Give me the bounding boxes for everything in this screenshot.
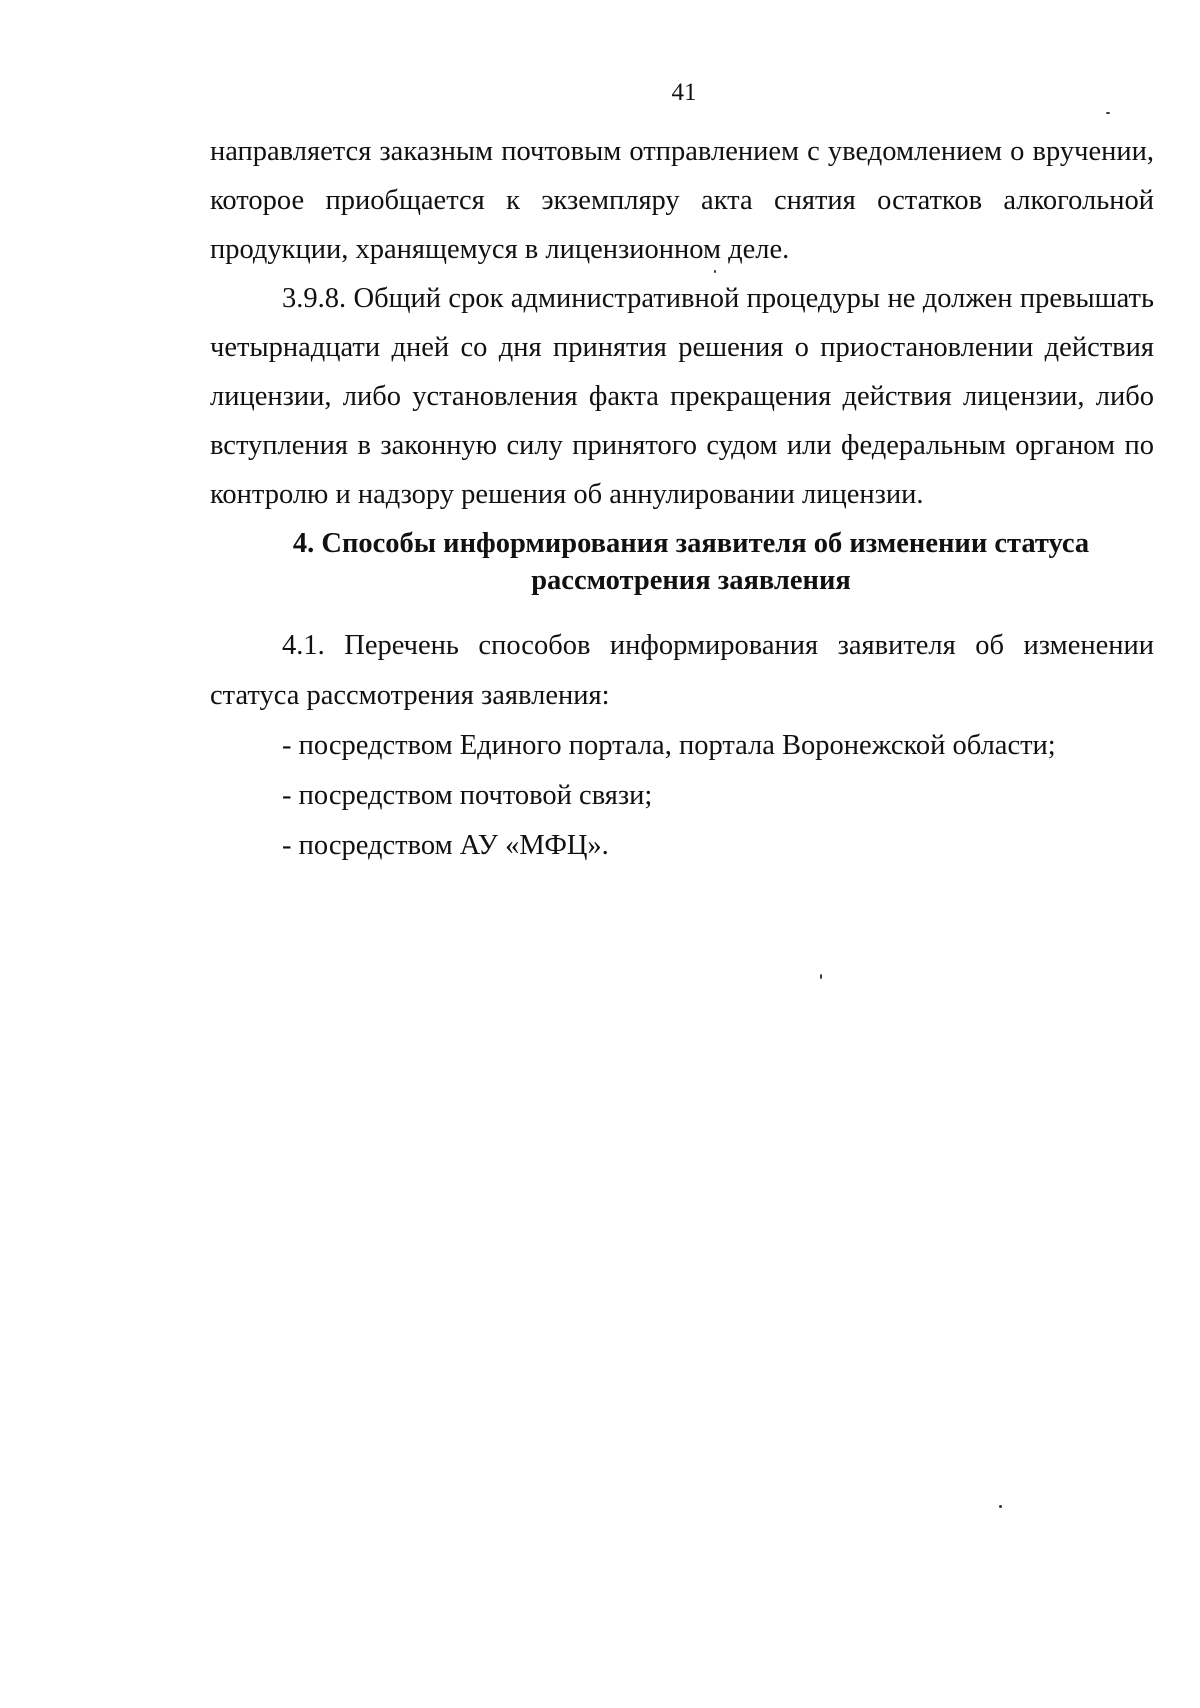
list-item: - посредством Единого портала, портала Воронежской области; <box>282 730 1056 761</box>
paragraph-continuation: направляется заказным почтовым отправлением с уведомлением о вручении, которое приобщается к экземпляру акта снятия остатков алкогольной продукции, хранящемуся в лицензионном деле. <box>210 136 1154 265</box>
scan-speck <box>999 1505 1002 1508</box>
document-body <box>210 127 1154 871</box>
scan-speck <box>820 974 822 979</box>
paragraph-3-9-8: 3.9.8. Общий срок административной процедуры не должен превышать четырнадцати дней со дня принятия решения о приостановлении действия лицензии, либо установления факта прекращения действия лицензии, либо вступления в законную силу принятого судом или федеральным органом по контролю и надзору решения об аннулировании лицензии. <box>210 283 1154 510</box>
section-4-heading-line1: 4. Способы информирования заявителя об изменении статуса <box>292 528 1090 559</box>
scan-speck <box>714 270 716 273</box>
scan-speck <box>1106 112 1110 114</box>
page-number: 41 <box>671 79 697 106</box>
list-item: - посредством АУ «МФЦ». <box>282 830 609 861</box>
section-4-heading <box>210 525 1154 599</box>
list-item: - посредством почтовой связи; <box>282 780 653 811</box>
section-4-heading-line2: рассмотрения заявления <box>531 565 851 596</box>
information-methods-list <box>210 721 1154 871</box>
paragraph-4-1: 4.1. Перечень способов информирования заявителя об изменении статуса рассмотрения заявления: <box>210 630 1154 711</box>
